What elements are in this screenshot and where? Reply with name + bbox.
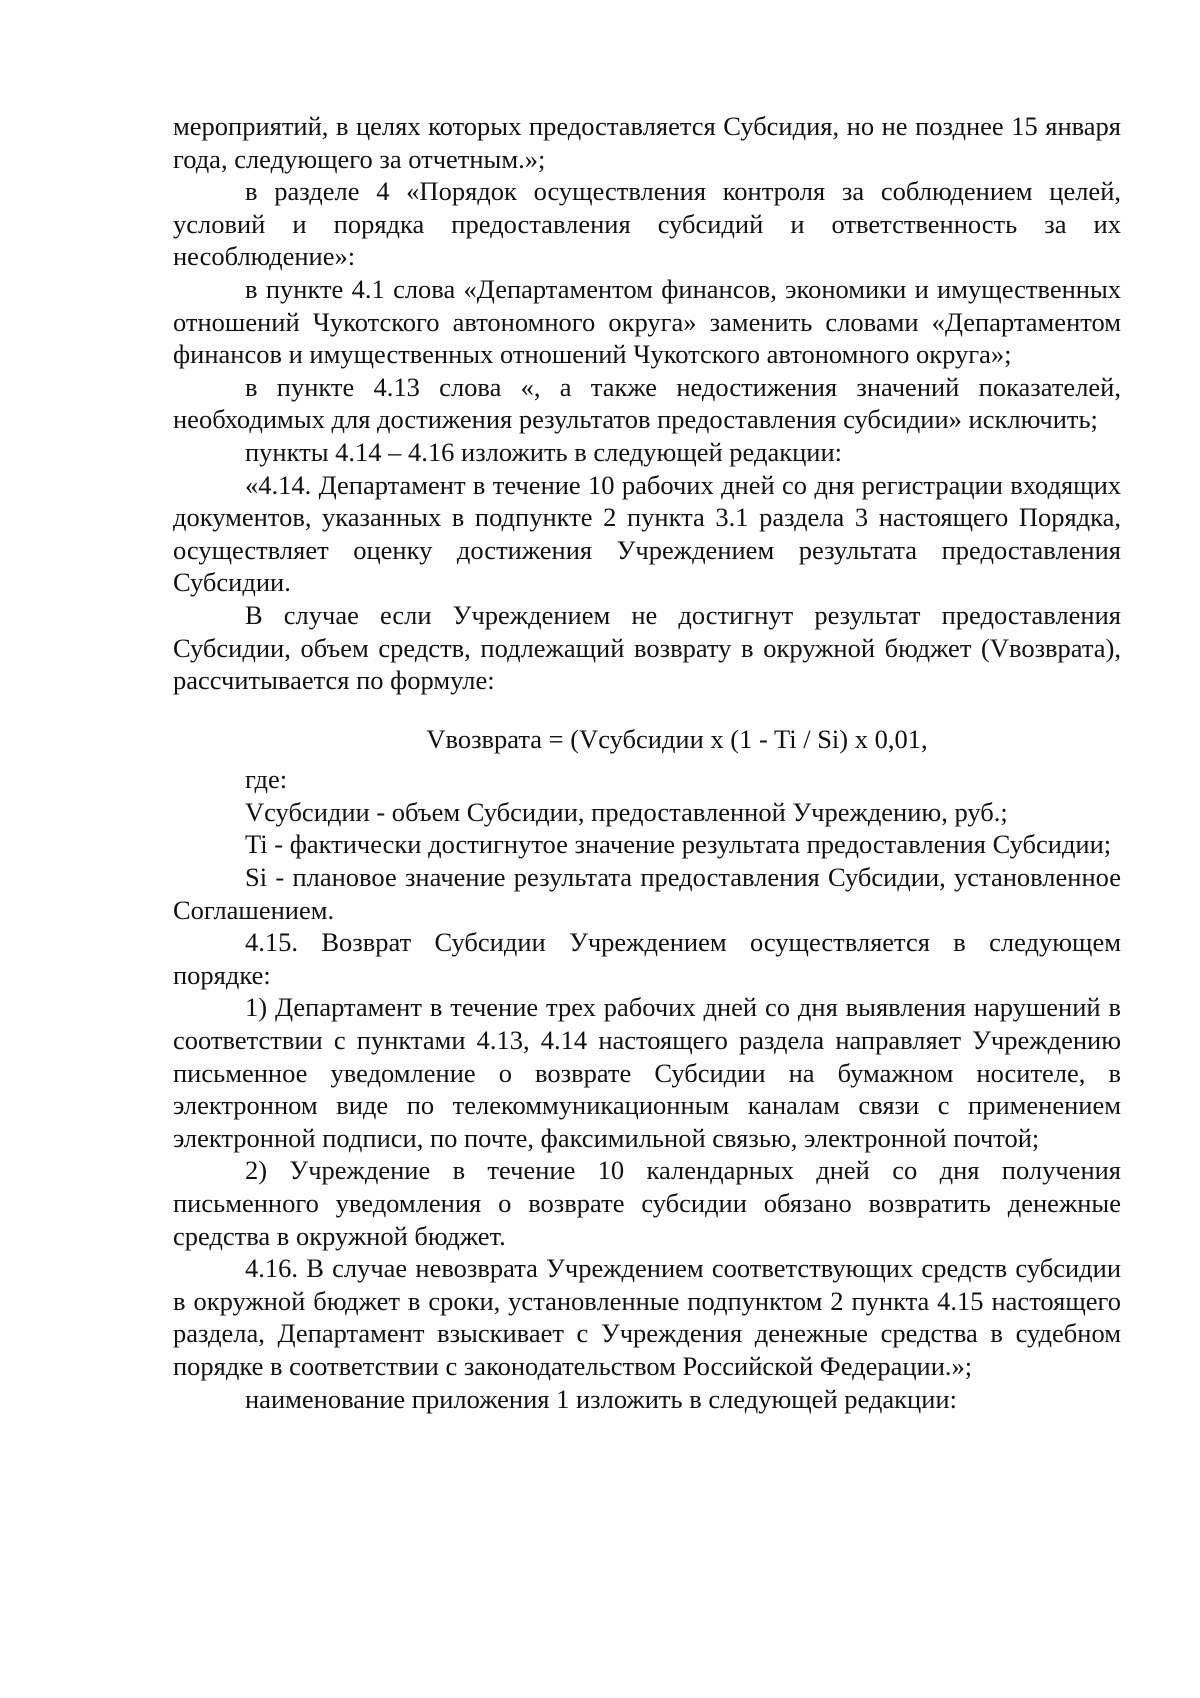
paragraph-refund-case: В случае если Учреждением не достигнут результат предоставления Субсидии, объем средств, подлежащий возврату в окружной бюджет (Vвозврата), рассчитывается по формуле: bbox=[173, 599, 1121, 696]
paragraph-item-4-13: в пункте 4.13 слова «, а также недостижения значений показателей, необходимых для достижения результатов предоставления субсидии» исключить; bbox=[173, 371, 1121, 435]
paragraph-items-intro: пункты 4.14 – 4.16 изложить в следующей редакции: bbox=[245, 436, 843, 467]
paragraph-continuation: мероприятий, в целях которых предоставляется Субсидия, но не позднее 15 января года, следующего за отчетным.»; bbox=[173, 111, 1121, 174]
paragraph-item-4-14: «4.14. Департамент в течение 10 рабочих дней со дня регистрации входящих документов, указанных в подпункте 2 пункта 3.1 раздела 3 настоящего Порядка, осуществляет оценку достижения Учреждением результата предоставления Субсидии. bbox=[173, 469, 1121, 598]
paragraph-appendix-title: наименование приложения 1 изложить в следующей редакции: bbox=[245, 1383, 957, 1414]
paragraph-def-ti: Ti - фактически достигнутое значение результата предоставления Субсидии; bbox=[245, 829, 1112, 860]
paragraph-item-4-1: в пункте 4.1 слова «Департаментом финансов, экономики и имущественных отношений Чукотского автономного округа» заменить словами «Департаментом финансов и имущественных отношений Чукотского автономного округа»; bbox=[173, 273, 1121, 370]
paragraph-subitem-2: 2) Учреждение в течение 10 календарных дней со дня получения письменного уведомления о возврате субсидии обязано возвратить денежные средства в окружной бюджет. bbox=[173, 1155, 1121, 1251]
document-page bbox=[173, 110, 1121, 1415]
paragraph-def-si: Si - плановое значение результата предоставления Субсидии, установленное Соглашением. bbox=[173, 862, 1121, 925]
paragraph-def-vsubsidy: Vсубсидии - объем Субсидии, предоставленной Учреждению, руб.; bbox=[245, 796, 1008, 827]
paragraph-item-4-15: 4.15. Возврат Субсидии Учреждением осуществляется в следующем порядке: bbox=[173, 927, 1121, 990]
formula: Vвозврата = (Vсубсидии x (1 - Ti / Si) x 0,01, bbox=[426, 723, 928, 754]
paragraph-where: где: bbox=[245, 764, 288, 795]
paragraph-section-4-intro: в разделе 4 «Порядок осуществления контроля за соблюдением целей, условий и порядка предоставления субсидий и ответственность за их несоблюдение»: bbox=[173, 176, 1121, 272]
paragraph-subitem-1: 1) Департамент в течение трех рабочих дней со дня выявления нарушений в соответствии с пунктами 4.13, 4.14 настоящего раздела направляет Учреждению письменное уведомление о возврате Субсидии на бумажном носителе, в электронном виде по телекоммуникационным каналам связи с применением электронной подписи, по почте, факсимильной связью, электронной почтой; bbox=[173, 992, 1121, 1153]
paragraph-item-4-16: 4.16. В случае невозврата Учреждением соответствующих средств субсидии в окружной бюджет в сроки, установленные подпунктом 2 пункта 4.15 настоящего раздела, Департамент взыскивает с Учреждения денежные средства в судебном порядке в соответствии с законодательством Российской Федерации.»; bbox=[173, 1253, 1121, 1381]
